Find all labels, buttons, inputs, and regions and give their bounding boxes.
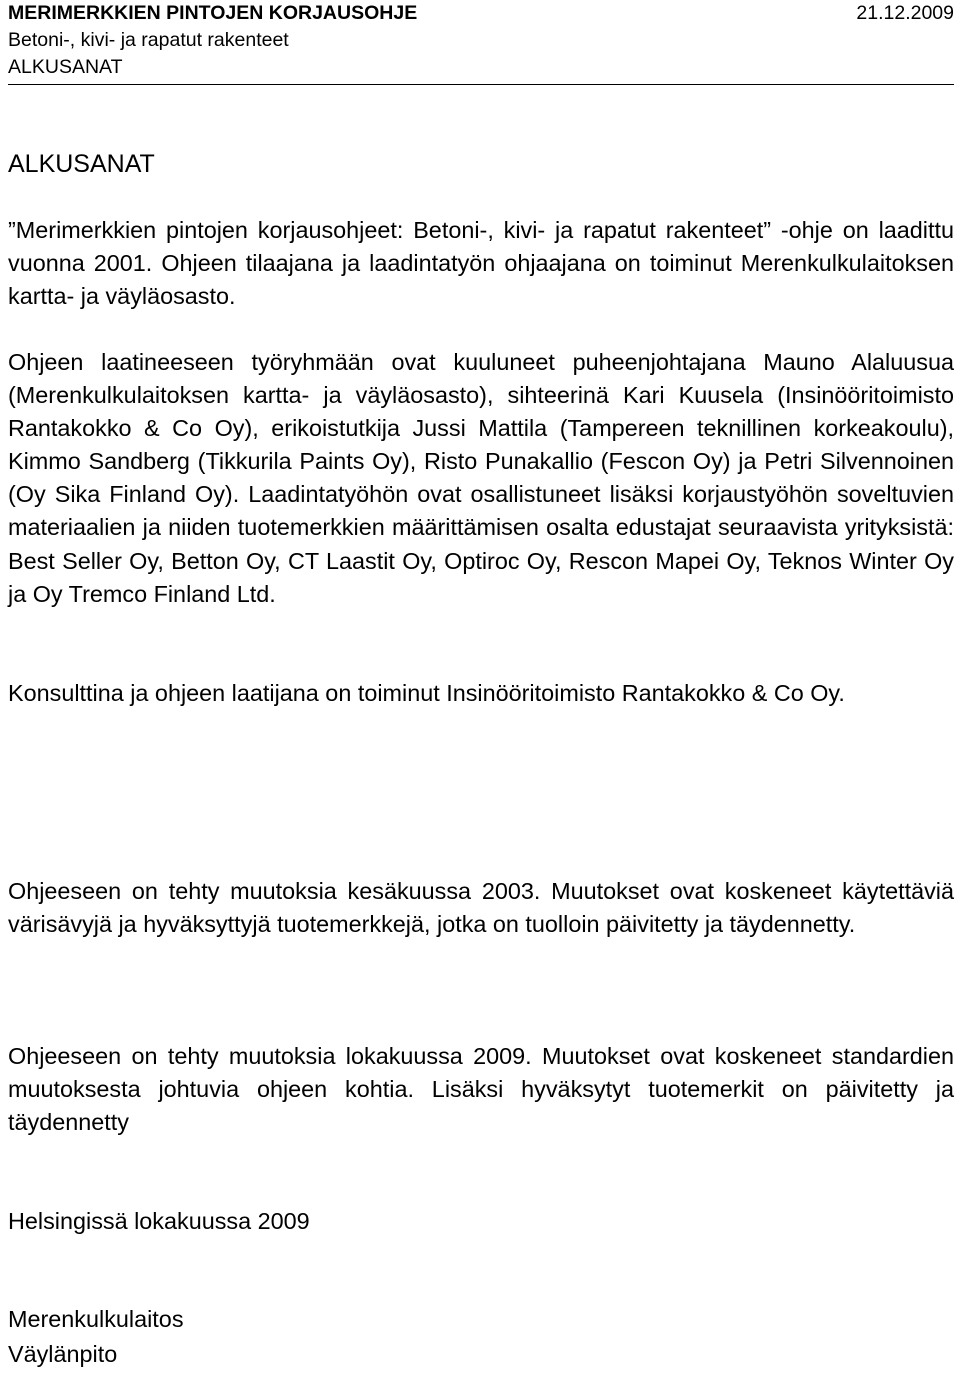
section-heading: ALKUSANAT bbox=[8, 150, 155, 178]
header-section-name: ALKUSANAT bbox=[8, 56, 123, 78]
document-subtitle: Betoni-, kivi- ja rapatut rakenteet bbox=[8, 29, 289, 51]
paragraph-working-group: Ohjeen laatineeseen työryhmään ovat kuuluneet puheenjohtajana Mauno Alaluusua (Merenkulkulaitoksen kartta- ja väyläosasto), sihteerinä Kari Kuusela (Insinööritoimisto Rantakokko & Co Oy), erikoistutkija Jussi Mattila (Tampereen teknillinen korkeakoulu), Kimmo Sandberg (Tikkurila Paints Oy), Risto Punakallio (Fescon Oy) ja Petri Silvennoinen (Oy Sika Finland Oy). Laadintatyöhön ovat osallistuneet lisäksi korjaustyöhön soveltuvien materiaalien ja niiden tuotemerkkien määrittämisen osalta edustajat seuraavista yrityksistä: Best Seller Oy, Betton Oy, CT Laastit Oy, Optiroc Oy, Rescon Mapei Oy, Teknos Winter Oy ja Oy Tremco Finland Ltd. bbox=[8, 349, 954, 607]
signature-organization: Merenkulkulaitos bbox=[8, 1306, 184, 1332]
place-and-date: Helsingissä lokakuussa 2009 bbox=[8, 1208, 310, 1234]
paragraph-consultant: Konsulttina ja ohjeen laatijana on toiminut Insinööritoimisto Rantakokko & Co Oy. bbox=[8, 680, 845, 706]
signature-unit: Väylänpito bbox=[8, 1341, 118, 1367]
page-header bbox=[8, 0, 954, 85]
document-date: 21.12.2009 bbox=[856, 2, 954, 24]
paragraph-intro: ”Merimerkkien pintojen korjausohjeet: Betoni-, kivi- ja rapatut rakenteet” -ohje on laadittu vuonna 2001. Ohjeen tilaajana ja laadintatyön ohjaajana on toiminut Merenkulkulaitoksen kartta- ja väyläosasto. bbox=[8, 217, 954, 310]
paragraph-changes-2003: Ohjeeseen on tehty muutoksia kesäkuussa 2003. Muutokset ovat koskeneet käytettäviä värisävyjä ja hyväksyttyjä tuotemerkkejä, jotka on tuolloin päivitetty ja täydennetty. bbox=[8, 878, 954, 938]
document-title: MERIMERKKIEN PINTOJEN KORJAUSOHJE bbox=[8, 2, 418, 24]
paragraph-changes-2009: Ohjeeseen on tehty muutoksia lokakuussa 2009. Muutokset ovat koskeneet standardien muutoksesta johtuvia ohjeen kohtia. Lisäksi hyväksytyt tuotemerkit on päivitetty ja täydennetty bbox=[8, 1043, 954, 1136]
